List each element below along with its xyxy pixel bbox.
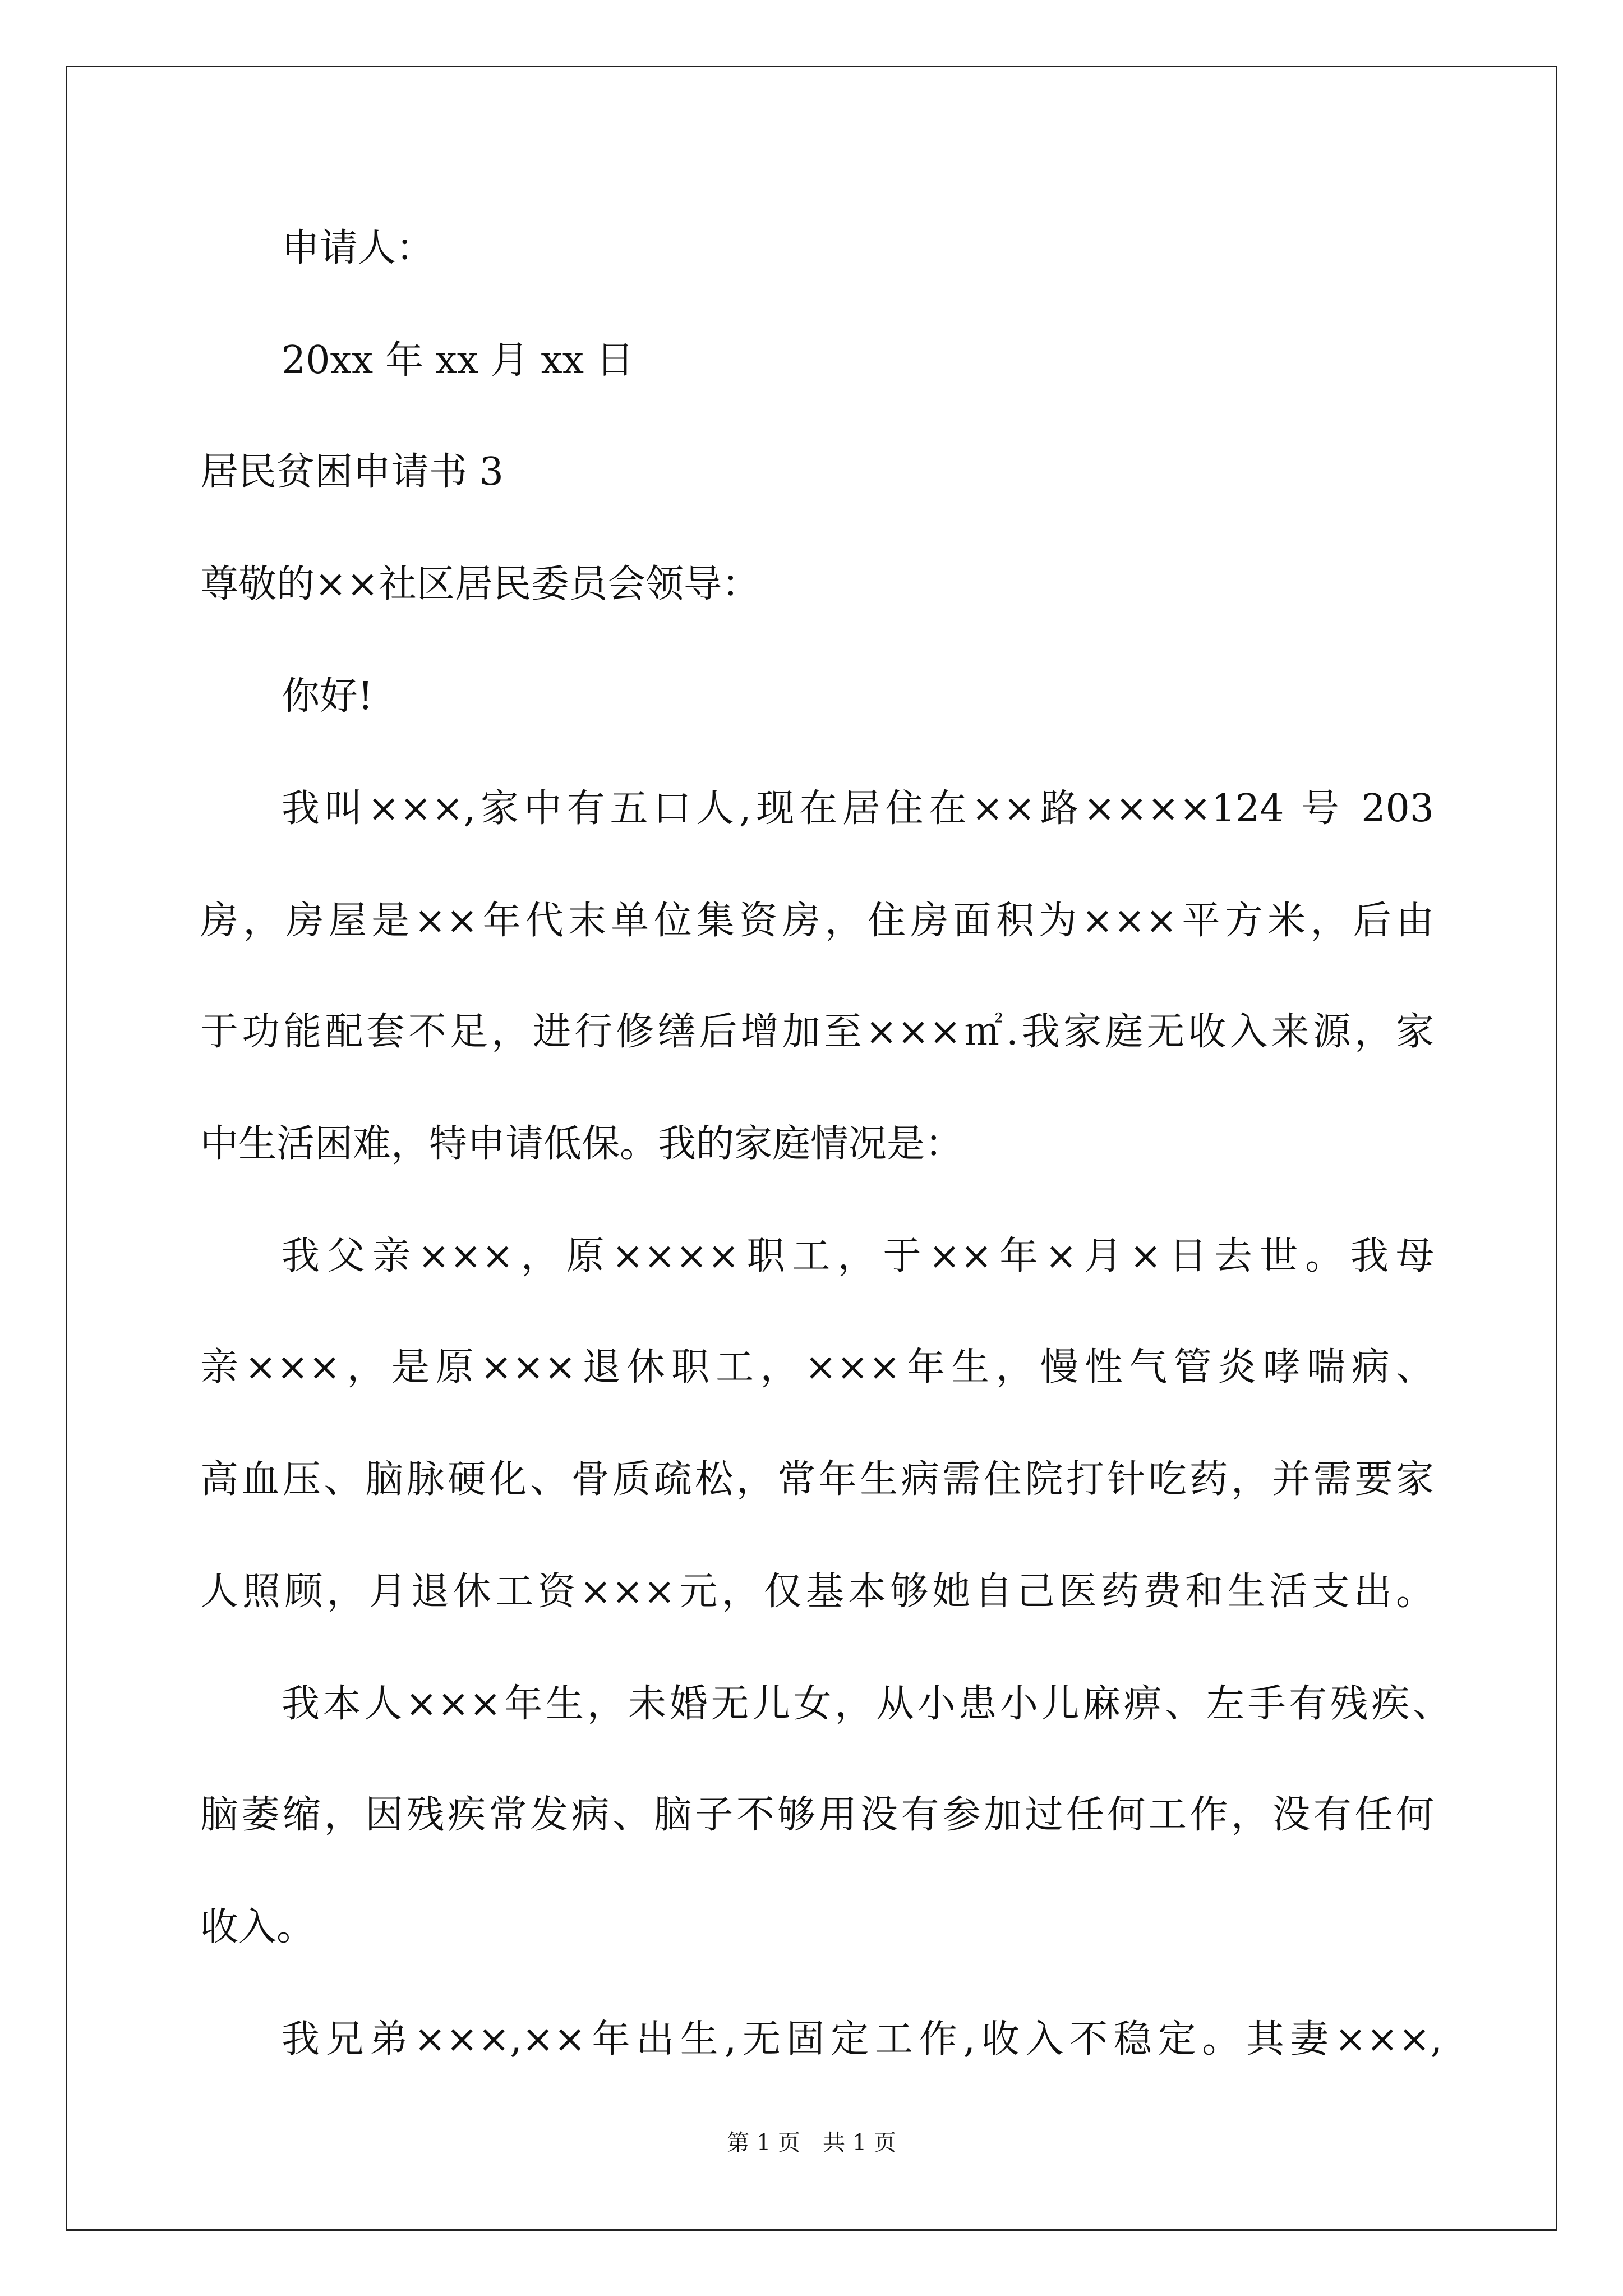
greeting: 你好!: [282, 674, 374, 719]
paragraph-line: 房，房屋是××年代末单位集资房，住房面积为×××平方米，后由: [200, 899, 1434, 943]
date-line: 20xx 年 xx 月 xx 日: [282, 338, 634, 383]
page-number: 第 1 页 共 1 页: [727, 2130, 896, 2156]
paragraph-line: 收入。: [200, 1905, 315, 1949]
paragraph-line: 我叫×××,家中有五口人,现在居住在××路××××124 号 203: [282, 786, 1434, 831]
paragraph-line: 于功能配套不足，进行修缮后增加至×××㎡.我家庭无收入来源，家: [200, 1010, 1434, 1054]
salutation: 尊敬的××社区居民委员会领导：: [200, 562, 760, 606]
paragraph-line: 高血压、脑脉硬化、骨质疏松，常年生病需住院打针吃药，并需要家: [200, 1457, 1434, 1502]
document-title: 居民贫困申请书 3: [200, 450, 504, 494]
paragraph-line: 我兄弟×××,××年出生,无固定工作,收入不稳定。其妻×××,: [282, 2017, 1442, 2062]
paragraph-line: 脑萎缩，因残疾常发病、脑子不够用没有参加过任何工作，没有任何: [200, 1793, 1434, 1837]
paragraph-line: 人照顾，月退休工资×××元，仅基本够她自己医药费和生活支出。: [200, 1570, 1434, 1614]
paragraph-line: 我本人×××年生，未婚无儿女，从小患小儿麻痹、左手有残疾、: [282, 1682, 1451, 1726]
paragraph-line: 亲×××，是原×××退休职工，×××年生，慢性气管炎哮喘病、: [200, 1345, 1434, 1389]
paragraph-line: 中生活困难，特申请低保。我的家庭情况是：: [200, 1122, 963, 1166]
paragraph-line: 我父亲×××，原××××职工，于××年×月×日去世。我母: [282, 1234, 1434, 1278]
applicant-label: 申请人：: [282, 226, 435, 270]
